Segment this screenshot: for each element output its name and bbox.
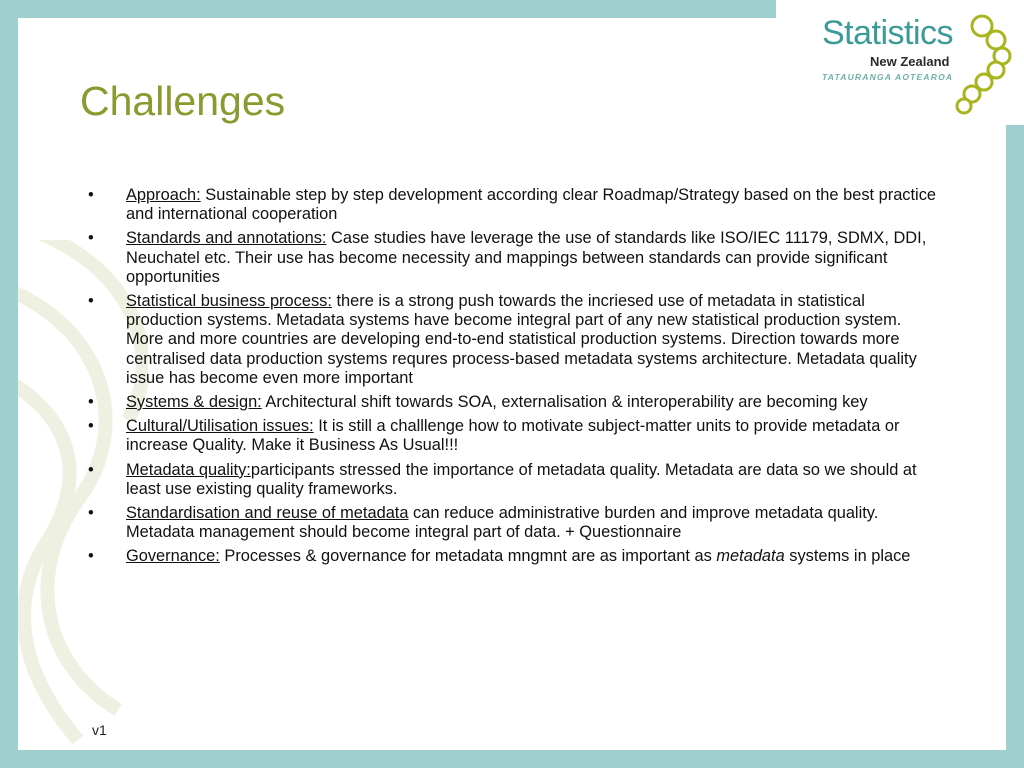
list-item [86,547,942,566]
bullet-text: It is still a challlenge how to motivate subject-matter units to provide metadata or increase Quality. Make it Business As Usual!!! [126,417,900,455]
bullet-lead: Governance: [126,547,220,566]
slide-footer-version: v1 [92,722,107,738]
bullet-text: there is a strong push towards the incriesed use of metadata in statistical production systems. Metadata systems have become integral part of any new statistical production system. More and more countries are developing end-to-end statistical production systems. Direction towards more centralised data production systems requres process-based metadata systems architecture. Metadata quality issue has become even more important [126,292,917,387]
frame-bottom-border [0,750,1024,768]
list-item [86,417,942,455]
challenges-list [86,186,942,572]
logo-wordmark: Statistics [822,14,954,52]
frame-left-border [0,0,18,768]
bullet-text: can reduce administrative burden and improve metadata quality. Metadata management should become integral part of data. + Questionnaire [126,504,879,542]
logo-country: New Zealand [870,54,950,69]
bullet-lead: Systems & design: [126,393,262,412]
bullet-text: Architectural shift towards SOA, externalisation & interoperability are becoming key [261,393,868,412]
list-item [86,504,942,542]
list-item [86,292,942,388]
list-item [86,186,942,224]
bullet-text: participants stressed the importance of metadata quality. Metadata are data so we should at least use existing quality frameworks. [126,460,917,498]
list-item [86,461,942,499]
bullet-tail: systems in place [784,547,911,566]
bullet-text: Sustainable step by step development according clear Roadmap/Strategy based on the best practice and international cooperation [126,186,937,224]
bullet-emphasis: metadata [716,547,785,566]
bullet-text: Processes & governance for metadata mngmnt are as important as [219,547,717,566]
slide-title: Challenges [80,78,286,124]
bullet-lead: Standardisation and reuse of metadata [126,504,409,523]
frame-right-border [1006,125,1024,768]
list-item [86,229,942,287]
logo-dot-chain-icon [938,12,1022,116]
stats-nz-logo [818,12,1018,116]
bullet-lead: Statistical business process: [126,292,332,311]
bullet-text: Case studies have leverage the use of standards like ISO/IEC 11179, SDMX, DDI, Neuchatel etc. Their use has become necessity and mappings between standards can provide significant opportunities [126,229,927,286]
bullet-lead: Standards and annotations: [126,229,327,248]
logo-maori-name: TATAURANGA AOTEAROA [822,72,954,82]
bullet-lead: Metadata quality: [126,460,251,479]
bullet-lead: Cultural/Utilisation issues: [126,417,314,436]
bullet-lead: Approach: [126,186,201,204]
list-item [86,393,942,412]
